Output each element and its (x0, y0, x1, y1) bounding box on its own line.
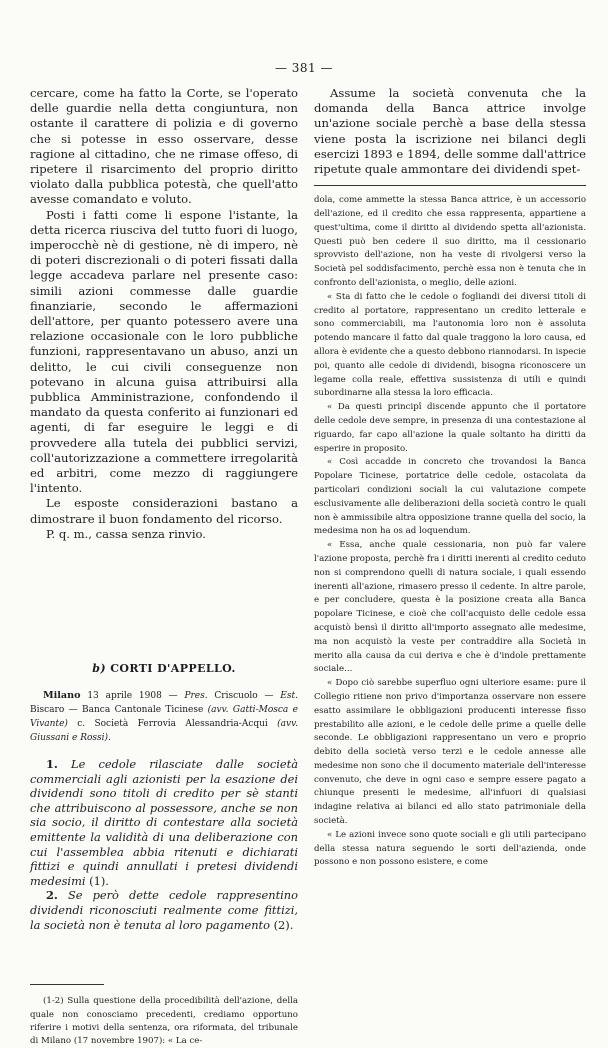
footnote-paragraph: « Dopo ciò sarebbe superfluo ogni ulteriore esame: pure il Collegio ritiene non privo d'importanza osservare non essere esatto assimilare le obbligazioni producenti interesse fisso prestabilito alle azioni, e le cedole delle prime a quelle delle seconde. Le obbligazioni rappresentano un vero e proprio debito della società verso terzi e le cedole annesse alle medesime non sono che il documento materiale dell'interesse convenuto, che deve in ogni caso e sempre essere pagato a chiunque presenti le medesime, all'infuori di qualsiasi indagine relativa ai bilanci ed allo stato patrimoniale della società. (314, 678, 586, 827)
page-number: — 381 — (274, 61, 334, 75)
case-pres-name: Criscuolo — (214, 691, 274, 702)
paragraph: Posti i fatti come li espone l'istante, la detta ricerca riusciva del tutto fuori di luogo, imperocchè nè di gestione, nè di impero, nè di poteri discrezionali o di poteri fissati dalla legge accadeva parlare nel presente caso: simili azioni commesse dalle guardie finanziarie, secondo le affermazioni dell'attore, per quanto potessero avere una relazione occasionale con le loro pubbliche funzioni, rappresentavano un abuso, anzi un delitto, le cui civili conseguenze non potevano in alcuna guisa attribuirsi alla pubblica Amministrazione, confondendo il mandato da questa conferito ai funzionari ed agenti, di far eseguire le leggi e di provvedere alla tutela dei pubblici servizi, coll'autorizzazione a commettere irregolarità ed arbitri, come mezzo di raggiungere l'intento. (30, 207, 298, 496)
case-city: Milano (43, 690, 81, 702)
paragraph: cercare, come ha fatto la Corte, se l'operato delle guardie nella detta congiuntura, non ostante il carattere di polizia e di governo che si potesse in esso osservare, desse ragione al cittadino, che ne rimase offeso, di ripetere il risarcimento del proprio diritto violato dalla pubblica potestà, che quell'atto avesse comandato e voluto. (30, 86, 298, 207)
case-pres-label: Pres. (184, 691, 208, 702)
maxim-text: Se però dette cedole rappresentino dividendi riconosciuti realmente come fittizi, la società non è tenuta al loro pagamento (30, 888, 298, 932)
maxim-number: 1. (46, 757, 58, 772)
case-est-label: Est. (280, 691, 298, 702)
footnote-continuation: dola, come ammette la stessa Banca attrice, è un accessorio dell'azione, ed il credito che essa rappresenta, appartiene a quest'ultima, come il diritto al dividendo spetta all'azionista. Questi può ben cedere il suo diritto, ma il cessionario sprovvisto dell'azione, non ha veste di rivolgersi verso la Società pel soddisfacimento, perchè essa non è tenuta che in confronto dell'azionista, o meglio, delle azioni. (314, 195, 586, 288)
footnote: (1-2) Sulla questione della procedibilità dell'azione, della quale non conosciamo precedenti, crediamo opportuno riferire i motivi della sentenza, ora riformata, del tribunale di Milano (17 novembre 1907): « La ce- (30, 996, 298, 1047)
footnote-paragraph: « Sta di fatto che le cedole o fogliandi dei diversi titoli di credito al portatore, rappresentano un credito letterale e sono commerciabili, ma l'autonomia loro non è assoluta potendo mancare il fatto dal quale traggono la loro causa, ed allora è evidente che a questo debbono riannodarsi. In ispecie poi, quanto alle cedole di dividendi, bisogna riconoscere un legame colla reale, effettiva sussistenza di utili e quindi subordinarne alla stessa la loro efficacia. (314, 291, 586, 399)
footnote-rule (30, 984, 104, 985)
paragraph-verdict: P. q. m., cassa senza rinvio. (46, 526, 206, 541)
maxim (30, 757, 298, 888)
footnote-paragraph: « Essa, anche quale cessionaria, non può far valere l'azione proposta, perchè fra i diritti inerenti al credito ceduto non si comprendono quelli di natura sociale, i quali essendo inerenti all'azione, rimasero presso il cedente. In altre parole, e per concludere, questa è la posizione creata alla Banca popolare Ticinese, e cioè che coll'acquisto delle cedole essa acquistò bensì il diritto all'importo assegnato alle medesime, ma non acquistò la veste per contraddire alla Società in merito alla causa da cui deriva e che è d'indole prettamente sociale... (314, 540, 586, 675)
footnote-paragraph: « Le azioni invece sono quote sociali e gli utili partecipano della stessa natura seguendo le sorti dell'azienda, onde possono e non possono esistere, e come (314, 829, 586, 868)
case-attorneys-2: (avv. Giussani e Rossi). (30, 719, 298, 744)
section-title: CORTI D'APPELLO. (110, 662, 236, 676)
maxim-ref: (1). (89, 873, 109, 888)
right-column (314, 86, 586, 870)
maxim-ref: (2). (273, 917, 294, 932)
case-header (30, 689, 298, 745)
case-against: c. Società Ferrovia Alessandria-Acqui (77, 719, 268, 730)
case-est-name: Biscaro — Banca Cantonale Ticinese (30, 705, 204, 716)
section-prefix: b) (92, 662, 106, 676)
paragraph: Le esposte considerazioni bastano a dimostrare il buon fondamento del ricorso. (30, 496, 298, 526)
left-column (30, 86, 298, 1048)
paragraph: Assume la società convenuta che la domanda della Banca attrice involge un'azione sociale perchè a base della stessa viene posta la iscrizione nei bilanci degli esercizi 1893 e 1894, delle somme dall'attrice ripetute quale ammontare dei dividendi spet- (314, 86, 586, 177)
section-heading (30, 662, 298, 675)
footnote-paragraph: « Da questi principî discende appunto che il portatore delle cedole deve sempre, in presenza di una contestazione al riguardo, far capo all'azione la quale soltanto ha diritti da esperire in proposito. (314, 402, 586, 454)
maxim (30, 888, 298, 932)
footnote-separator (314, 185, 586, 186)
case-details: 13 aprile 1908 — (87, 691, 178, 702)
case-attorneys-1: (avv. Gatti-Mosca e Vivante) (30, 705, 298, 730)
maxim-number: 2. (46, 888, 58, 903)
maxim-text: Le cedole rilasciate dalle società commerciali agli azionisti per la esazione dei dividendi sono titoli di credito per sè stanti che attribuiscono al possessore, anche se non sia socio, il diritto di contestare alla società emittente la validità di una deliberazione con cui l'assemblea abbia ritenuti e dichiarati fittizi e quindi annullati i pretesi dividendi medesimi (30, 757, 298, 888)
footnote-paragraph: « Così accadde in concreto che trovandosi la Banca Popolare Ticinese, portatrice delle cedole, ostacolata da particolari condizioni sociali la cui valutazione compete esclusivamente alle deliberazioni della società contro le quali non è ammissibile altra opposizione tranne quella del socio, la medesima non ha os ad loquendum. (314, 457, 586, 537)
